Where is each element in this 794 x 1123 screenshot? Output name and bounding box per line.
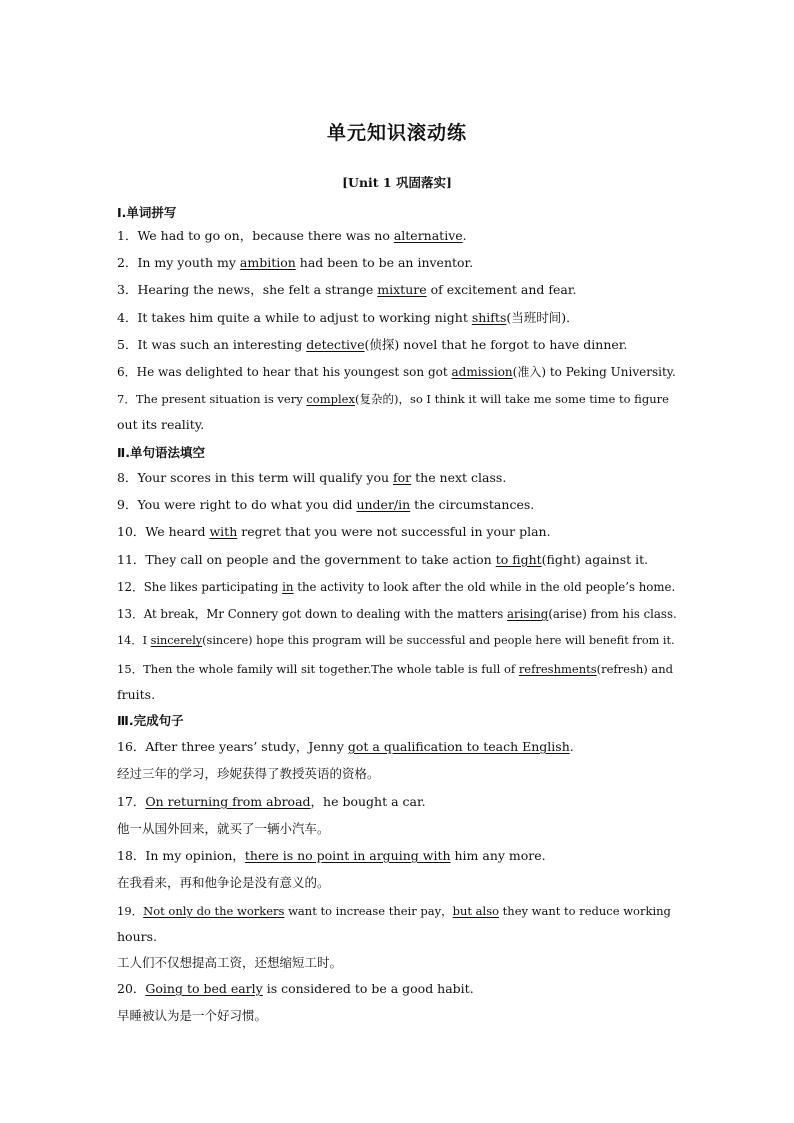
- question-17-cn: 他一从国外回来，就买了一辆小汽车。: [117, 821, 330, 836]
- question-15-cont: fruits.: [117, 687, 156, 702]
- question-12: 12．She likes participating in the activity to look after the old while in the old people’s home.: [117, 580, 676, 594]
- answer-9: under/in: [356, 497, 411, 512]
- answer-16: got a qualification to teach English: [347, 739, 570, 754]
- answer-2: ambition: [239, 255, 296, 270]
- question-18: 18．In my opinion，there is no point in arguing with him any more.: [117, 848, 546, 863]
- answer-19a: Not only do the workers: [143, 904, 285, 918]
- section-heading-sentences: Ⅲ.完成句子: [117, 713, 184, 728]
- question-9: 9．You were right to do what you did under/in the circumstances.: [117, 497, 535, 512]
- answer-11: to fight: [495, 552, 542, 567]
- question-1: 1．We had to go on，because there was no alternative.: [117, 228, 467, 243]
- answer-14: sincerely: [150, 634, 203, 647]
- question-16: 16．After three years’ study，Jenny got a qualification to teach English.: [117, 739, 574, 754]
- section-heading-grammar: Ⅱ.单句语法填空: [117, 445, 205, 460]
- answer-13: arising: [507, 607, 549, 621]
- question-6: 6．He was delighted to hear that his youngest son got admission(准入) to Peking University.: [117, 365, 676, 379]
- answer-18: there is no point in arguing with: [244, 848, 451, 863]
- question-13: 13．At break，Mr Connery got down to dealing with the matters arising(arise) from his class.: [117, 607, 677, 621]
- answer-17: On returning from abroad: [145, 794, 311, 809]
- question-20: 20．Going to bed early is considered to be a good habit.: [117, 981, 474, 996]
- answer-7: complex: [306, 392, 355, 406]
- answer-12: in: [282, 580, 294, 594]
- question-15: 15．Then the whole family will sit together.The whole table is full of refreshments(refresh) and: [117, 662, 674, 676]
- section-heading-spelling: Ⅰ.单词拼写: [117, 205, 177, 220]
- page-title: 单元知识滚动练: [326, 122, 467, 144]
- unit-subtitle: [Unit 1 巩固落实]: [342, 175, 452, 190]
- answer-8: for: [393, 470, 412, 485]
- question-10: 10．We heard with regret that you were not successful in your plan.: [117, 524, 551, 539]
- question-5: 5．It was such an interesting detective(侦探) novel that he forgot to have dinner.: [117, 337, 628, 352]
- question-19-cn: 工人们不仅想提高工资，还想缩短工时。: [117, 955, 343, 970]
- answer-6: admission: [451, 365, 513, 379]
- question-4: 4．It takes him quite a while to adjust to working night shifts(当班时间)．: [117, 310, 579, 325]
- question-19: 19．Not only do the workers want to increase their pay，but also they want to reduce working: [117, 904, 671, 918]
- answer-1: alternative: [393, 228, 463, 243]
- question-17: 17．On returning from abroad，he bought a car.: [117, 794, 426, 809]
- question-8: 8．Your scores in this term will qualify you for the next class.: [117, 470, 507, 485]
- question-19-cont: hours.: [117, 929, 157, 944]
- answer-5: detective: [306, 337, 365, 352]
- answer-3: mixture: [377, 282, 427, 297]
- answer-20: Going to bed early: [145, 981, 263, 996]
- question-7: 7．The present situation is very complex(复杂的)，so I think it will take me some time to figure: [117, 392, 669, 406]
- question-20-cn: 早睡被认为是一个好习惯。: [117, 1008, 268, 1023]
- question-18-cn: 在我看来，再和他争论是没有意义的。: [117, 875, 330, 890]
- answer-19b: but also: [452, 904, 500, 918]
- question-14: 14．I sincerely(sincere) hope this program will be successful and people here will benefit from it.: [117, 634, 675, 647]
- question-7-cont: out its reality.: [117, 417, 205, 432]
- question-3: 3．Hearing the news，she felt a strange mixture of excitement and fear.: [117, 282, 577, 297]
- answer-10: with: [209, 524, 238, 539]
- question-16-cn: 经过三年的学习，珍妮获得了教授英语的资格。: [117, 766, 380, 781]
- question-11: 11．They call on people and the government to take action to fight(fight) against it.: [117, 552, 649, 567]
- question-2: 2．In my youth my ambition had been to be an inventor.: [117, 255, 474, 270]
- answer-4: shifts: [471, 310, 507, 325]
- answer-15: refreshments: [518, 662, 597, 676]
